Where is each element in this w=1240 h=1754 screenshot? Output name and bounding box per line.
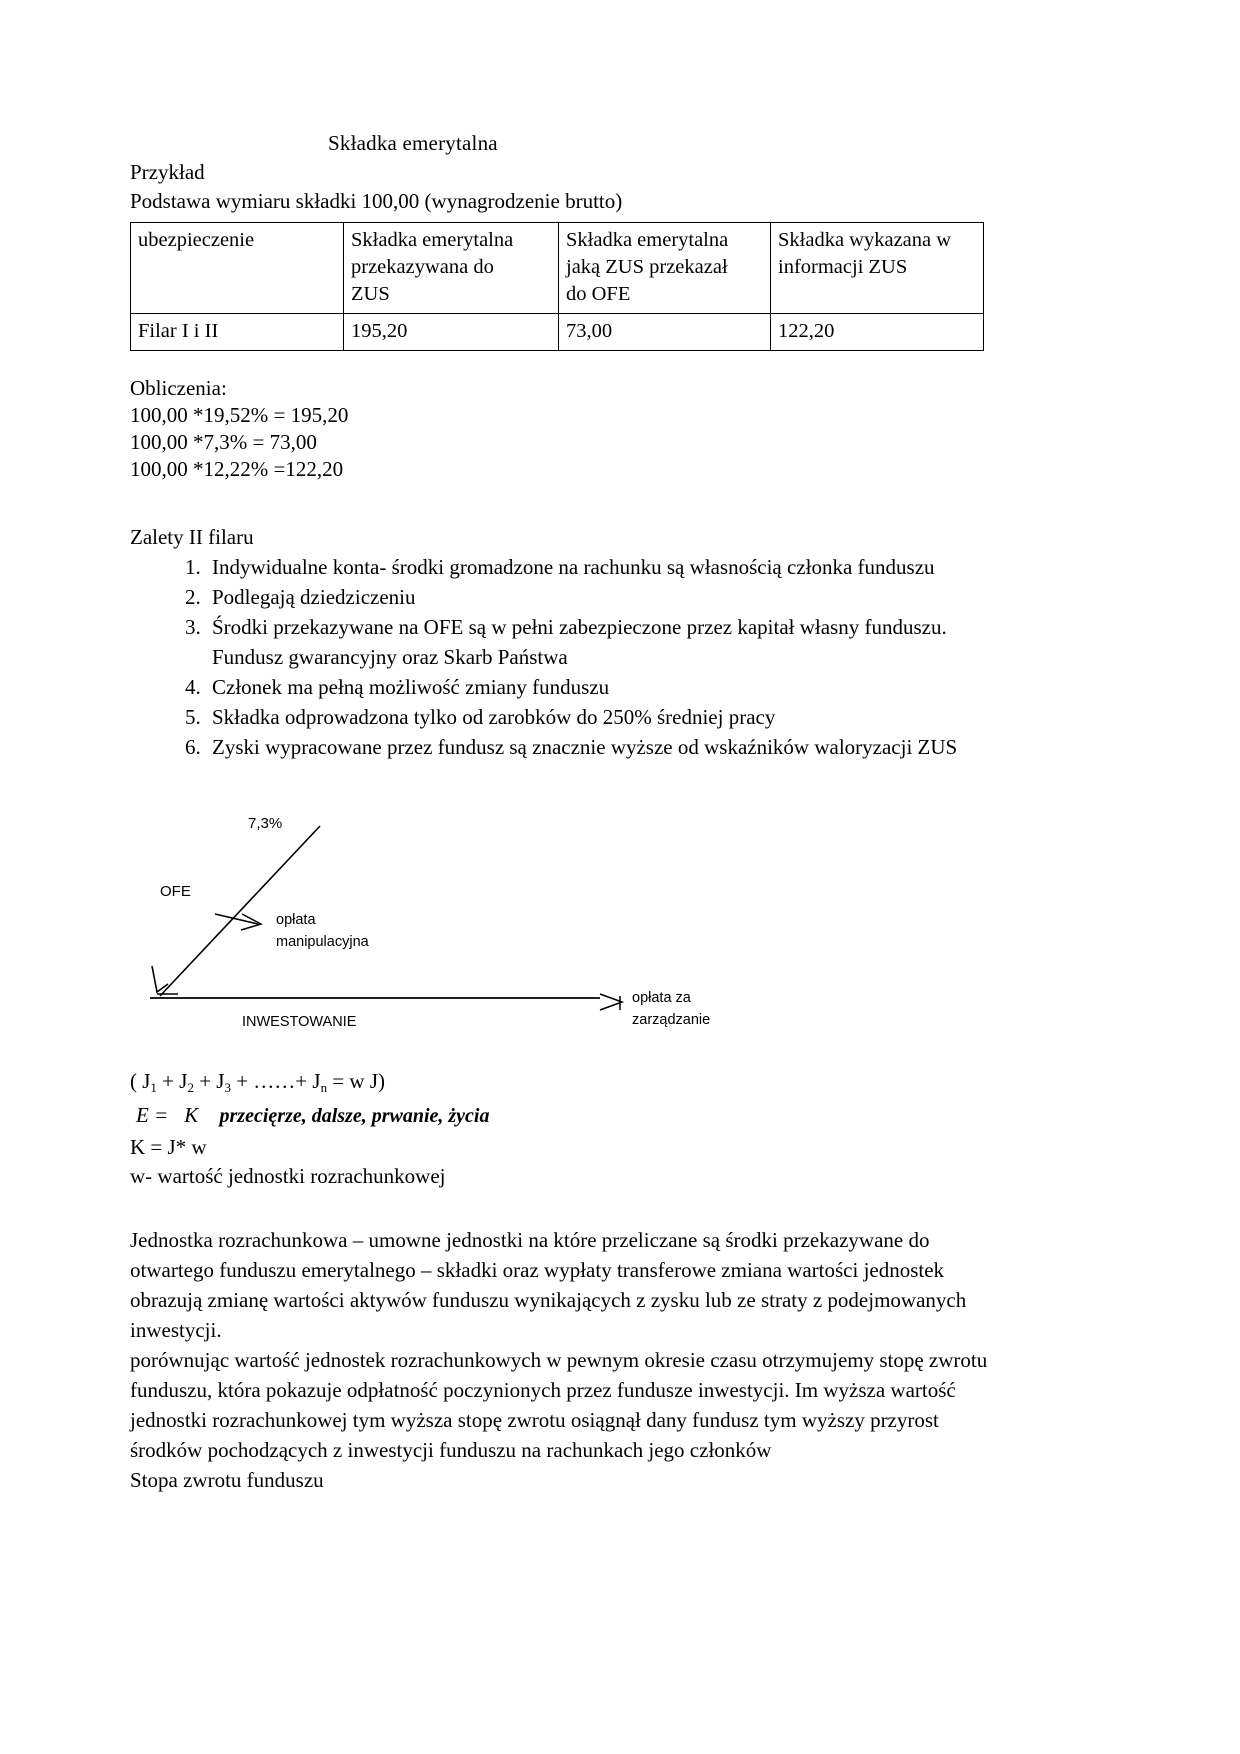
header-line: ZUS <box>351 283 390 305</box>
fraction-denominator: przecięrze, dalsze, prwanie, życia <box>219 1105 490 1127</box>
table-header-cell-to-ofe <box>559 223 771 314</box>
equation-fraction <box>174 1101 495 1129</box>
calculation-line-2: 100,00 *7,3% = 73,00 <box>130 430 317 454</box>
sum-line <box>130 1066 990 1099</box>
list-item: 1. Indywidualne konta- środki gromadzone na rachunku są własnością członka funduszu <box>206 552 990 582</box>
sum-sub-3: 3 <box>224 1080 231 1095</box>
header-line: informacji ZUS <box>778 256 908 278</box>
k-definition-line: K = J* w <box>130 1135 207 1159</box>
formula-block <box>130 1066 990 1191</box>
calculation-line-3: 100,00 *12,22% =122,20 <box>130 457 344 481</box>
table-header-row <box>131 223 984 314</box>
diagram-mgmt-label-line1: opłata za <box>632 990 691 1006</box>
diagram-fee-label-line2: manipulacyjna <box>276 934 369 950</box>
diagram-mgmt-label-line2: zarządzanie <box>632 1012 711 1028</box>
diagram-percent-label: 7,3% <box>248 815 283 832</box>
list-item: 4. Członek ma pełną możliwość zmiany funduszu <box>206 672 990 702</box>
table-header-cell-reported <box>771 223 984 314</box>
body-paragraphs <box>130 1225 990 1495</box>
sum-plus-2: + J <box>193 1069 225 1093</box>
list-item: 6. Zyski wypracowane przez fundusz są znacznie wyższe od wskaźników waloryzacji ZUS <box>206 732 990 762</box>
origin-arrow-icon <box>152 966 168 992</box>
header-line: ubezpieczenie <box>138 229 255 251</box>
base-amount-line: Podstawa wymiaru składki 100,00 (wynagrodzenie brutto) <box>130 189 623 213</box>
list-item: 2. Podlegają dziedziczeniu <box>206 582 990 612</box>
sum-sub-n: n <box>320 1080 328 1095</box>
table-header-cell-to-zus <box>344 223 559 314</box>
diagram-ofe-label: OFE <box>160 883 191 900</box>
sum-sub-1: 1 <box>150 1080 157 1095</box>
sum-plus-1: + J <box>156 1069 188 1093</box>
w-definition-line: w- wartość jednostki rozrachunkowej <box>130 1164 446 1188</box>
mgmt-pointer-arrow-icon <box>600 994 622 1010</box>
list-item: 3. Środki przekazywane na OFE są w pełni zabezpieczone przez kapitał własny funduszu. Fundusz gwarancyjny oraz Skarb Państwa <box>206 612 990 672</box>
table-cell-zus-amount: 195,20 <box>344 314 559 351</box>
sum-tail: = w J) <box>327 1069 385 1093</box>
table-cell-ofe-amount: 73,00 <box>559 314 771 351</box>
header-line: Składka emerytalna <box>351 229 514 251</box>
list-item: 5. Składka odprowadzona tylko od zarobków do 250% średniej pracy <box>206 702 990 732</box>
contribution-table <box>130 222 984 351</box>
sum-sub-2: 2 <box>187 1080 194 1095</box>
advantages-list <box>130 552 990 762</box>
growth-line <box>160 826 320 996</box>
table-row <box>131 314 984 351</box>
calculation-line-1: 100,00 *19,52% = 195,20 <box>130 403 349 427</box>
equation-lhs: E = <box>136 1103 169 1127</box>
header-line: Składka wykazana w <box>778 229 952 251</box>
ofe-fee-diagram <box>130 806 990 1056</box>
sum-open: ( J <box>130 1069 151 1093</box>
header-line: do OFE <box>566 283 631 305</box>
diagram-baseline-label: INWESTOWANIE <box>242 1014 357 1030</box>
document-content <box>130 128 990 1495</box>
header-line: jaką ZUS przekazał <box>566 256 728 278</box>
paragraph-unit-definition: Jednostka rozrachunkowa – umowne jednostki na które przeliczane są środki przekazywane do otwartego funduszu emerytalnego – składki oraz wypłaty transferowe zmiana wartości jednostek obrazują zmianę wartości aktywów funduszu wynikających z zysku lub ze straty z podejmowanych inwestycji. <box>130 1228 967 1342</box>
sum-dots: + ……+ J <box>230 1069 321 1093</box>
example-label: Przykład <box>130 160 205 184</box>
page-title: Składka emerytalna <box>328 131 498 155</box>
diagram-fee-label-line1: opłata <box>276 912 316 928</box>
header-line: przekazywana do <box>351 256 494 278</box>
table-cell-pillar: Filar I i II <box>131 314 344 351</box>
calculations-heading: Obliczenia: <box>130 376 227 400</box>
expectancy-equation <box>130 1101 990 1129</box>
fraction-numerator: K <box>184 1103 199 1127</box>
paragraph-rate-of-return: porównując wartość jednostek rozrachunkowych w pewnym okresie czasu otrzymujemy stopę zwrotu funduszu, która pokazuje odpłatność poczynionych przez fundusze inwestycji. Im wyższa wartość jednostki rozrachunkowej tym wyższa stopę zwrotu osiągnął dany fundusz tym wyższy przyrost środków pochodzących z inwestycji funduszu na rachunkach jego członków <box>130 1348 988 1462</box>
table-cell-reported-amount: 122,20 <box>771 314 984 351</box>
header-line: Składka emerytalna <box>566 229 729 251</box>
advantages-heading: Zalety II filaru <box>130 525 254 549</box>
table-header-cell-insurance <box>131 223 344 314</box>
paragraph-fund-return-heading: Stopa zwrotu funduszu <box>130 1468 324 1492</box>
